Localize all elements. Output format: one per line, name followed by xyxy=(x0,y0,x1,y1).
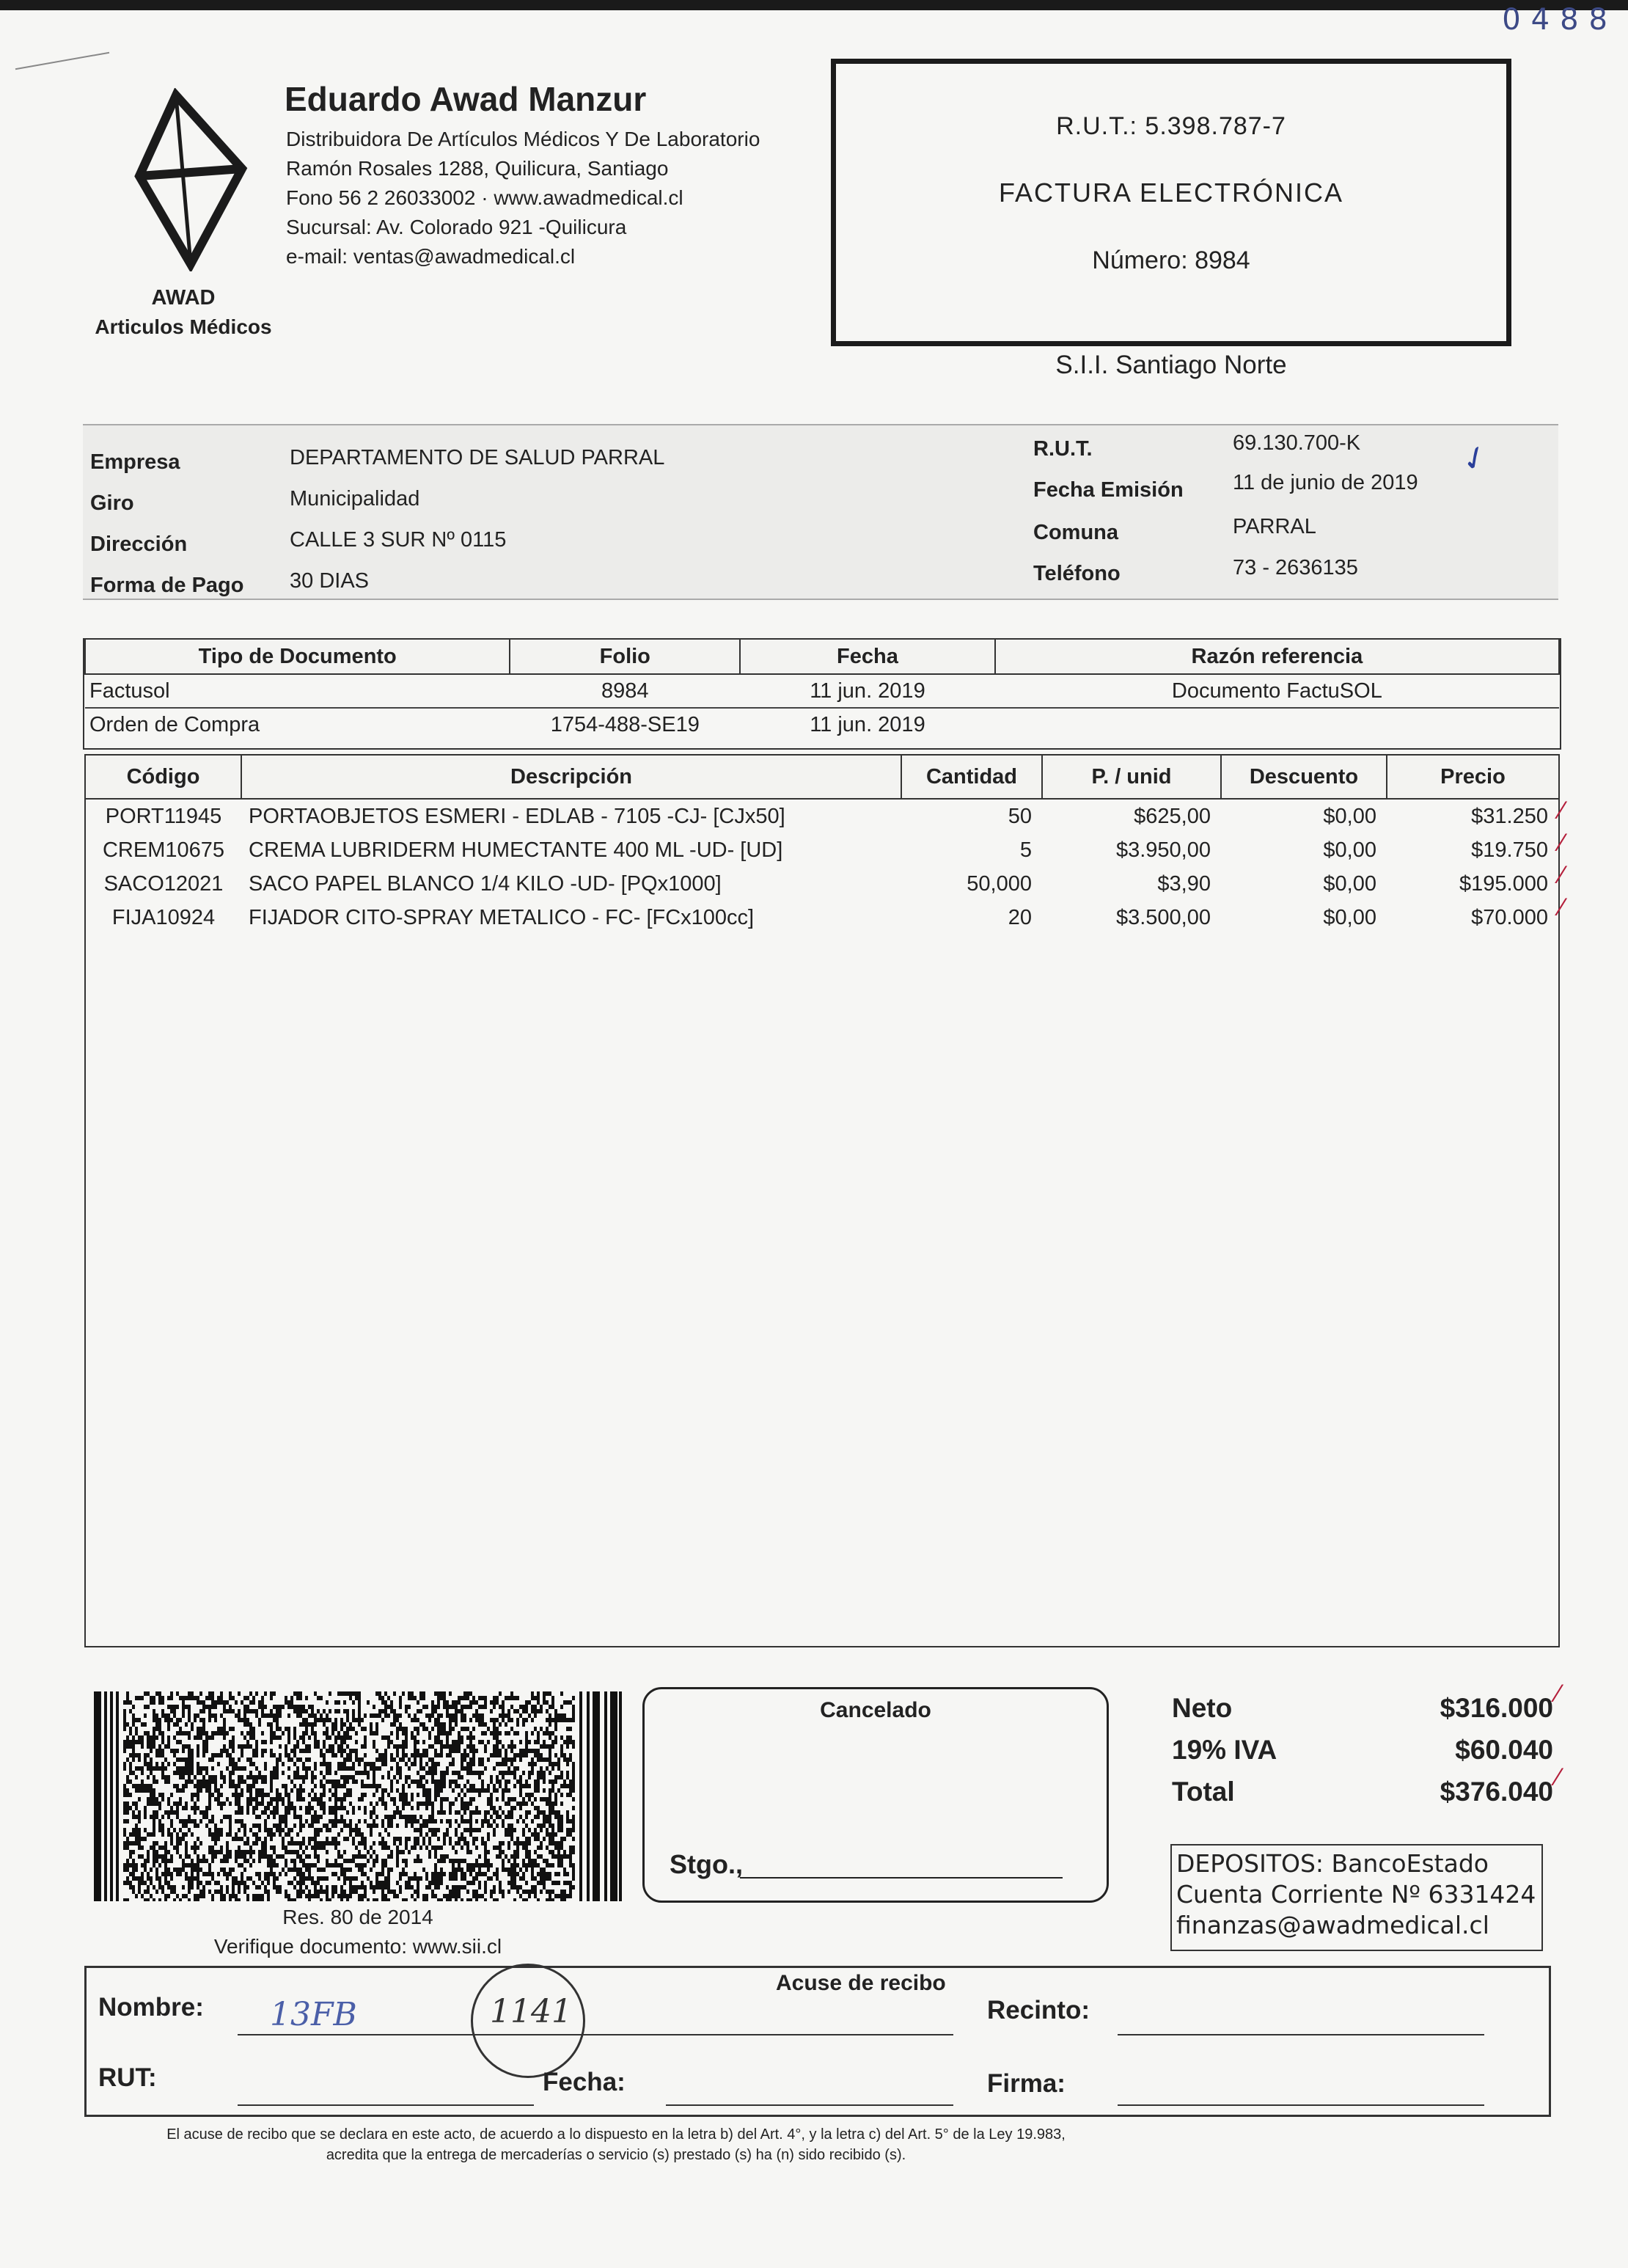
item-description: CREMA LUBRIDERM HUMECTANTE 400 ML -UD- [UD] xyxy=(249,838,783,862)
ref-tipo: Factusol xyxy=(85,674,510,708)
stamp-number: 0488 xyxy=(1502,3,1618,37)
ref-header: Tipo de Documento xyxy=(85,639,510,674)
table-row xyxy=(86,799,1558,833)
stgo-label: Stgo., xyxy=(670,1849,743,1879)
item-unit-price: $3,90 xyxy=(1157,871,1211,896)
totals xyxy=(1172,1687,1553,1812)
giro-label: Giro xyxy=(90,491,134,515)
issuer-line: Distribuidora De Artículos Médicos Y De Laboratorio xyxy=(286,128,760,150)
comuna-label: Comuna xyxy=(1033,521,1118,544)
direccion-value: CALLE 3 SUR Nº 0115 xyxy=(290,528,507,552)
acuse-de-recibo xyxy=(84,1966,1551,2117)
cancelado-box xyxy=(642,1687,1109,1903)
resolution-text: Res. 80 de 2014 xyxy=(282,1906,433,1928)
ref-fecha: 11 jun. 2019 xyxy=(740,674,995,708)
client-rut-label: R.U.T. xyxy=(1033,437,1093,461)
nombre-label: Nombre: xyxy=(98,1993,204,2022)
fecha-emision-value: 11 de junio de 2019 xyxy=(1233,471,1418,494)
ref-razon xyxy=(995,708,1559,741)
issuer-line: e-mail: ventas@awadmedical.cl xyxy=(286,245,576,268)
tick-mark-icon: ⁄ xyxy=(1560,861,1564,889)
ref-folio: 1754-488-SE19 xyxy=(550,712,700,736)
direccion-label: Dirección xyxy=(90,533,188,556)
rut-label: RUT: xyxy=(98,2063,157,2092)
deposit-email: finanzas@awadmedical.cl xyxy=(1176,1911,1489,1939)
scan-top-edge xyxy=(0,0,1628,10)
issuer-line: Sucursal: Av. Colorado 921 -Quilicura xyxy=(286,216,627,238)
check-mark-icon: ✓ xyxy=(1455,436,1495,481)
ref-tipo: Orden de Compra xyxy=(89,712,260,736)
tick-mark-icon: ⁄ xyxy=(1560,893,1564,921)
logo-name: AWAD xyxy=(151,286,216,310)
fecha-label: Fecha: xyxy=(543,2068,626,2096)
tick-mark-icon: ⁄ xyxy=(1560,829,1564,857)
empresa-value: DEPARTAMENTO DE SALUD PARRAL xyxy=(290,446,665,469)
issuer-line: Ramón Rosales 1288, Quilicura, Santiago xyxy=(286,157,669,180)
tick-mark-icon: ⁄ xyxy=(1556,1680,1561,1708)
legal-line: El acuse de recibo que se declara en este acto, de acuerdo a lo dispuesto en la letra b) del Art. 4°, y la letra c) del Art. 5° de la Ley 19.983, xyxy=(166,2126,1066,2143)
item-quantity: 50,000 xyxy=(967,871,1032,896)
item-unit-price: $3.950,00 xyxy=(1115,838,1211,862)
ref-header: Folio xyxy=(510,639,740,674)
ref-header: Razón referencia xyxy=(995,639,1559,674)
items-header: Código xyxy=(86,756,241,799)
issuer-name: Eduardo Awad Manzur xyxy=(285,80,647,118)
tick-mark-icon: ⁄ xyxy=(1560,797,1564,824)
telefono-label: Teléfono xyxy=(1033,562,1121,585)
table-row xyxy=(86,833,1558,867)
verify-text: Verifique documento: www.sii.cl xyxy=(213,1935,502,1958)
sii-office: S.I.I. Santiago Norte xyxy=(1055,351,1287,379)
telefono-value: 73 - 2636135 xyxy=(1233,556,1358,579)
fecha-field[interactable] xyxy=(666,2104,953,2106)
handwritten-number: 1141 xyxy=(490,1993,572,2030)
total-label: Total xyxy=(1172,1776,1235,1807)
ref-folio: 8984 xyxy=(510,674,740,708)
iva-label: 19% IVA xyxy=(1172,1734,1277,1765)
iva-value: $60.040 xyxy=(1455,1734,1553,1765)
neto-row xyxy=(1172,1687,1553,1729)
document-number: Número: 8984 xyxy=(1092,246,1250,274)
firma-field[interactable] xyxy=(1118,2104,1484,2106)
neto-label: Neto xyxy=(1172,1692,1233,1723)
item-price: $31.250 xyxy=(1471,804,1548,828)
cancelado-title: Cancelado xyxy=(820,1698,931,1722)
item-price: $195.000 xyxy=(1459,871,1548,896)
tick-mark-icon: ⁄ xyxy=(1556,1763,1561,1791)
ref-razon: Documento FactuSOL xyxy=(995,674,1559,708)
item-quantity: 50 xyxy=(1008,804,1032,828)
item-discount: $0,00 xyxy=(1323,871,1376,896)
logo-subtitle: Articulos Médicos xyxy=(95,315,272,338)
timbre-barcode xyxy=(94,1691,622,1901)
deposit-account: Cuenta Corriente Nº 6331424 xyxy=(1176,1880,1536,1909)
giro-value: Municipalidad xyxy=(290,487,420,511)
comuna-value: PARRAL xyxy=(1233,515,1316,538)
item-quantity: 5 xyxy=(1019,838,1032,862)
item-discount: $0,00 xyxy=(1323,838,1376,862)
items-header: Descripción xyxy=(241,756,901,799)
table-row xyxy=(86,867,1558,901)
table-row xyxy=(85,708,1559,741)
deposit-info xyxy=(1170,1844,1543,1951)
item-description: PORTAOBJETOS ESMERI - EDLAB - 7105 -CJ- [CJx50] xyxy=(249,804,785,828)
iva-row xyxy=(1172,1729,1553,1771)
document-type: FACTURA ELECTRÓNICA xyxy=(998,178,1344,208)
ref-header: Fecha xyxy=(740,639,995,674)
item-code: SACO12021 xyxy=(103,871,224,896)
forma-pago-value: 30 DIAS xyxy=(290,569,369,593)
item-price: $19.750 xyxy=(1471,838,1548,862)
legal-note xyxy=(103,2124,1129,2165)
item-price: $70.000 xyxy=(1471,905,1548,929)
document-type-box xyxy=(831,59,1511,346)
fecha-emision-label: Fecha Emisión xyxy=(1033,478,1184,502)
total-row xyxy=(1172,1771,1553,1812)
stgo-line xyxy=(740,1877,1063,1879)
references-table xyxy=(84,638,1560,741)
item-quantity: 20 xyxy=(1008,905,1032,929)
awad-logo-icon xyxy=(132,88,249,271)
item-unit-price: $625,00 xyxy=(1134,804,1211,828)
item-code: FIJA10924 xyxy=(111,905,216,929)
neto-value: $316.000 xyxy=(1440,1692,1553,1723)
table-row xyxy=(85,674,1559,708)
item-description: SACO PAPEL BLANCO 1/4 KILO -UD- [PQx1000] xyxy=(249,871,722,896)
issuer-details xyxy=(286,125,760,271)
item-unit-price: $3.500,00 xyxy=(1115,905,1211,929)
items-table xyxy=(86,756,1558,934)
firma-label: Firma: xyxy=(987,2069,1066,2098)
issuer-line: Fono 56 2 26033002 · www.awadmedical.cl xyxy=(286,186,683,209)
stamp-text xyxy=(94,1903,622,1961)
item-description: FIJADOR CITO-SPRAY METALICO - FC- [FCx100cc] xyxy=(249,905,755,929)
ref-fecha: 11 jun. 2019 xyxy=(810,712,925,736)
acuse-title: Acuse de recibo xyxy=(776,1971,946,1995)
item-discount: $0,00 xyxy=(1323,905,1376,929)
issuer-rut: R.U.T.: 5.398.787-7 xyxy=(1056,112,1286,140)
empresa-label: Empresa xyxy=(90,450,180,474)
client-block xyxy=(83,424,1558,600)
total-value: $376.040 xyxy=(1440,1776,1553,1807)
rut-field[interactable] xyxy=(238,2104,534,2106)
items-header: P. / unid xyxy=(1042,756,1221,799)
items-header: Cantidad xyxy=(901,756,1042,799)
recinto-label: Recinto: xyxy=(987,1996,1090,2024)
item-code: PORT11945 xyxy=(105,804,222,828)
handwritten-note: 13FB xyxy=(270,1996,357,2033)
items-box xyxy=(84,754,1564,1647)
items-header: Precio xyxy=(1387,756,1558,799)
pencil-mark xyxy=(15,52,109,70)
nombre-field[interactable] xyxy=(238,2034,953,2035)
deposit-bank: DEPOSITOS: BancoEstado xyxy=(1176,1849,1489,1878)
forma-pago-label: Forma de Pago xyxy=(90,574,244,597)
legal-line: acredita que la entrega de mercaderías o servicio (s) prestado (s) ha (n) sido recibido (s). xyxy=(326,2147,906,2163)
table-row xyxy=(86,901,1558,934)
items-header: Descuento xyxy=(1221,756,1387,799)
recinto-field[interactable] xyxy=(1118,2034,1484,2035)
item-discount: $0,00 xyxy=(1323,804,1376,828)
item-code: CREM10675 xyxy=(102,838,225,862)
client-rut-value: 69.130.700-K xyxy=(1233,431,1361,455)
